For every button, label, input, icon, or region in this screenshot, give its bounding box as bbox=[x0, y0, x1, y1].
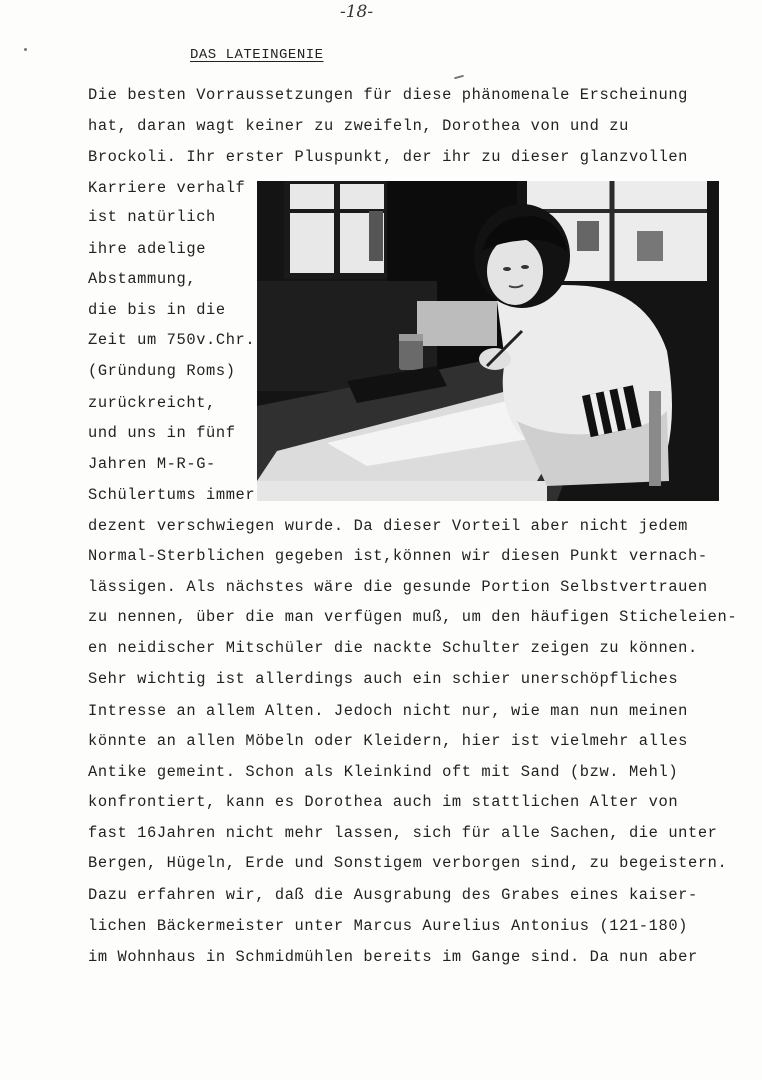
text-line: en neidischer Mitschüler die nackte Schulter zeigen zu können. bbox=[88, 639, 698, 657]
text-line: Abstammung, bbox=[88, 270, 197, 288]
text-line: ist natürlich bbox=[88, 208, 216, 226]
text-line: Brockoli. Ihr erster Pluspunkt, der ihr zu dieser glanzvollen bbox=[88, 148, 688, 166]
text-line: und uns in fünf bbox=[88, 424, 236, 442]
text-line: (Gründung Roms) bbox=[88, 362, 236, 380]
text-line: Jahren M-R-G- bbox=[88, 455, 216, 473]
paper-speck bbox=[454, 75, 464, 80]
text-line: lässigen. Als nächstes wäre die gesunde Portion Selbstvertrauen bbox=[88, 578, 708, 596]
page-number: -18- bbox=[340, 2, 374, 22]
text-line: Antike gemeint. Schon als Kleinkind oft mit Sand (bzw. Mehl) bbox=[88, 763, 679, 781]
text-line: Karriere verhalf bbox=[88, 179, 246, 197]
paper-speck bbox=[24, 48, 27, 51]
text-line: Die besten Vorraussetzungen für diese phänomenale Erscheinung bbox=[88, 86, 688, 104]
text-line: hat, daran wagt keiner zu zweifeln, Dorothea von und zu bbox=[88, 117, 629, 135]
text-line: zurückreicht, bbox=[88, 394, 216, 412]
text-line: könnte an allen Möbeln oder Kleidern, hier ist vielmehr alles bbox=[88, 732, 688, 750]
text-line: konfrontiert, kann es Dorothea auch im stattlichen Alter von bbox=[88, 793, 679, 811]
text-line: Normal-Sterblichen gegeben ist,können wir diesen Punkt vernach- bbox=[88, 547, 708, 565]
text-line: im Wohnhaus in Schmidmühlen bereits im Gange sind. Da nun aber bbox=[88, 948, 698, 966]
text-line: zu nennen, über die man verfügen muß, um den häufigen Sticheleien- bbox=[88, 608, 738, 626]
text-line: fast 16Jahren nicht mehr lassen, sich für alle Sachen, die unter bbox=[88, 824, 718, 842]
text-line: Schülertums immer bbox=[88, 486, 256, 504]
text-line: dezent verschwiegen wurde. Da dieser Vorteil aber nicht jedem bbox=[88, 517, 688, 535]
text-line: Zeit um 750v.Chr. bbox=[88, 331, 256, 349]
text-line: lichen Bäckermeister unter Marcus Aurelius Antonius (121-180) bbox=[88, 917, 688, 935]
text-line: ihre adelige bbox=[88, 240, 207, 258]
text-line: die bis in die bbox=[88, 301, 226, 319]
text-line: Bergen, Hügeln, Erde und Sonstigem verborgen sind, zu begeistern. bbox=[88, 854, 728, 872]
text-line: Intresse an allem Alten. Jedoch nicht nur, wie man nun meinen bbox=[88, 702, 688, 720]
article-title: DAS LATEINGENIE bbox=[190, 47, 324, 63]
text-line: Dazu erfahren wir, daß die Ausgrabung des Grabes eines kaiser- bbox=[88, 886, 698, 904]
photo-girl-at-desk bbox=[257, 181, 719, 501]
text-line: Sehr wichtig ist allerdings auch ein schier unerschöpfliches bbox=[88, 670, 679, 688]
